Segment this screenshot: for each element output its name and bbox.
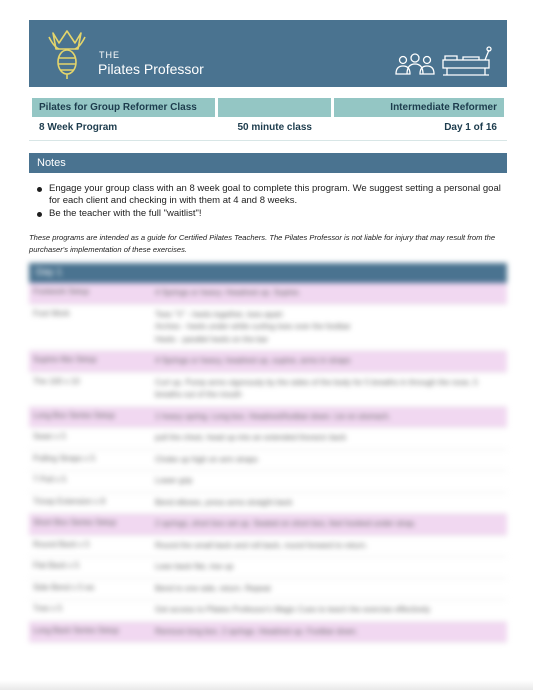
exercise-name: Side Bend x 5 ea: [33, 582, 94, 592]
description-line: pull the chest, head up into an extended thoracic back: [155, 433, 347, 442]
brand-prefix: THE: [99, 50, 120, 60]
description-line: 2 springs, short box set up. Seated on short box, feet hooked under strap.: [155, 519, 417, 528]
exercise-description: [151, 600, 507, 621]
exercise-row: [29, 450, 507, 472]
exercise-name: T Pull x 5: [33, 475, 67, 484]
notes-header: Notes: [29, 153, 507, 173]
exercise-row: [29, 428, 507, 450]
description-line: 4 Springs or heavy, headrest up, supine, arms in straps: [155, 356, 351, 365]
class-info-middle-cell: [218, 98, 331, 117]
exercise-row: [29, 579, 507, 601]
class-info-table: [29, 98, 507, 138]
exercise-name: Long Box Series Setup: [33, 410, 115, 420]
bee-crown-logo-icon: [45, 27, 89, 81]
day-counter: Day 1 of 16: [334, 117, 504, 138]
description-line: Remove long box. 2 springs. Headrest up. Footbar down.: [155, 626, 358, 636]
description-line: Bend to one side, return. Repeat: [155, 583, 271, 593]
exercise-name: Flat Back x 5: [33, 561, 80, 570]
day-header: Day 1: [29, 263, 507, 283]
class-info-row: [32, 98, 504, 117]
exercise-row: [29, 536, 507, 558]
exercise-description: [151, 493, 507, 514]
setup-row: [29, 514, 507, 536]
exercise-name: Pulling Straps x 5: [33, 453, 96, 463]
list-item: Be the teacher with the full "waitlist"!: [36, 208, 506, 220]
description-line: Arches - heels under while curling toes over the footbar: [155, 322, 351, 331]
exercise-name: Round Back x 5: [33, 539, 90, 549]
page-edge: [0, 680, 533, 690]
exercise-description: [151, 471, 507, 492]
exercise-row: [29, 493, 507, 515]
exercise-name: Tricep Extension x 8: [33, 496, 106, 506]
exercise-name: The 100 x 10: [33, 376, 80, 386]
header-banner: [29, 20, 507, 87]
class-level: Intermediate Reformer: [334, 98, 504, 117]
program-info-row: [32, 117, 504, 138]
exercise-name: Swan x 5: [33, 432, 66, 441]
description-line: Get access to Pilates Professor's Magic Cues to teach the exercise effectively: [155, 605, 431, 614]
exercise-description: [151, 305, 507, 351]
exercise-name: Tree x 5: [33, 604, 63, 613]
exercise-description: [151, 450, 507, 471]
exercise-description: [151, 373, 507, 406]
exercise-row: [29, 557, 507, 579]
program-rows: [29, 283, 507, 643]
reformer-machine-icon: [441, 46, 493, 78]
exercise-row: [29, 471, 507, 493]
description-line: Heels - parallel heels on the bar: [155, 334, 268, 344]
class-name: Pilates for Group Reformer Class: [32, 98, 215, 117]
class-duration: 50 minute class: [218, 117, 331, 138]
exercise-description: [151, 557, 507, 578]
divider: [29, 140, 507, 141]
exercise-description: [151, 579, 507, 600]
description-line: Curl up. Pump arms vigorously by the sides of the body for 5 breaths in through the nose, 5 breaths out of the mouth: [155, 377, 478, 399]
exercise-description: [151, 351, 507, 372]
exercise-row: [29, 373, 507, 407]
exercise-description: [151, 428, 507, 449]
setup-row: [29, 283, 507, 305]
description-line: Bend elbows, press arms straight back: [155, 497, 293, 507]
description-line: Round the small back and roll back, round forward to return.: [155, 540, 368, 550]
program-length: 8 Week Program: [32, 117, 215, 138]
description-line: Choke up high on arm straps: [155, 454, 258, 464]
exercise-name: Footwork Setup: [33, 287, 90, 296]
setup-row: [29, 622, 507, 644]
program-table: [29, 263, 507, 643]
exercise-description: [151, 283, 507, 304]
setup-row: [29, 351, 507, 373]
exercise-description: [151, 536, 507, 557]
group-people-icon: [395, 50, 435, 78]
exercise-name: Short Box Series Setup: [33, 518, 117, 527]
description-line: Lower grip: [155, 476, 193, 485]
exercise-description: [151, 622, 507, 643]
notes-list: [36, 183, 506, 221]
exercise-row: [29, 600, 507, 622]
disclaimer-text: These programs are intended as a guide for Certified Pilates Teachers. The Pilates Professor is not liable for injury that may result from the purchaser's implementation of these exercises.: [29, 233, 496, 254]
setup-row: [29, 407, 507, 429]
exercise-row: [29, 305, 507, 352]
exercise-description: [151, 514, 507, 535]
description-line: Toes "V" - heels together, toes apart: [155, 309, 283, 319]
description-line: 4 Springs or heavy. Headrest up. Supine.: [155, 288, 301, 297]
exercise-name: Foot Work: [33, 308, 70, 318]
brand-name: Pilates Professor: [98, 61, 204, 77]
description-line: 1 heavy spring. Long box. Headrest/footbar down. Lie on stomach.: [155, 411, 391, 421]
exercise-name: Supine Abs Setup: [33, 355, 97, 364]
description-line: Lean back flat, rise up: [155, 562, 234, 571]
list-item: Engage your group class with an 8 week goal to complete this program. We suggest setting a personal goal for each client and checking in with them at 4 and 8 weeks.: [36, 183, 506, 207]
exercise-description: [151, 407, 507, 428]
exercise-name: Long Back Series Setup: [33, 625, 119, 635]
